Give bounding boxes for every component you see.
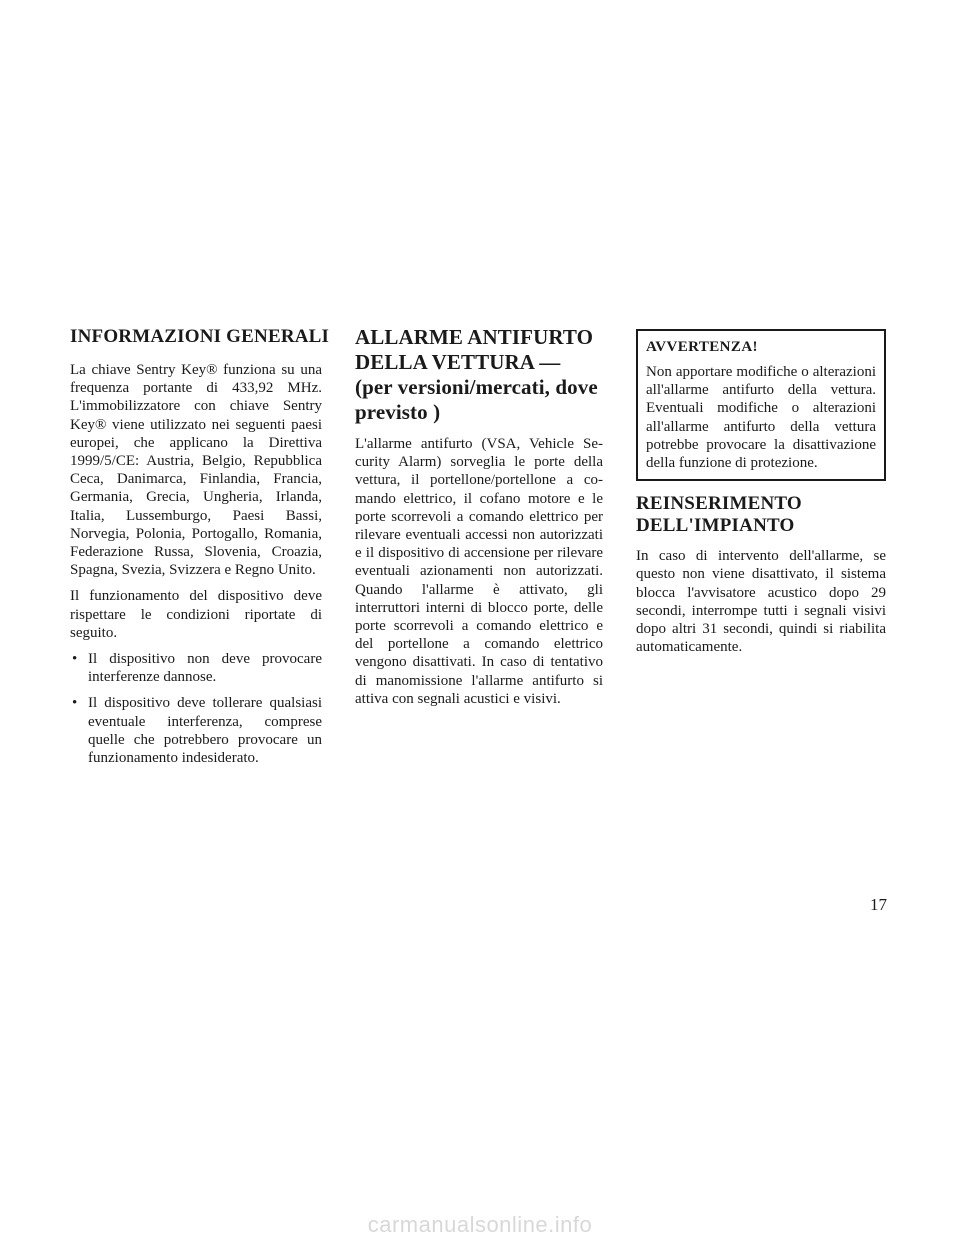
list-item — [70, 694, 322, 767]
paragraph-rearm-description: In caso di intervento dell'allarme, se questo non viene disattivato, il sistema blocca l'avvisatore acustico dopo 29 secondi, interrompe tutti i segnali visivi dopo altri 31 secondi, quindi si riabilita automaticamente. — [636, 548, 886, 656]
page-number: 17 — [870, 895, 887, 914]
section-heading-rearm: REINSERIMENTO DELL'IMPIANTO — [636, 493, 802, 537]
paragraph-device-conditions: Il funzionamento del dispositivo deve rispettare le condizioni riportate di seguito. — [70, 588, 322, 641]
paragraph-vsa-description: L'allarme antifurto (VSA, Vehicle Security Alarm) sorveglia le porte della vettura, il portellone/portellone a comando elettrico, il cofano motore e le porte scorrevoli a comando elettrico per rilevare eventuali accessi non autorizzati e il dispositivo di accensione per rilevare eventuali azionamenti non autorizzati. Quando l'allarme è attivato, gli interruttori interni di blocco porte, delle porte scorrevoli a comando elettrico e del portellone a comando elettrico vengono disattivati. In caso di tentativo di manomissione l'allarme antifurto si attiva con segnali acustici e visivi. — [355, 436, 603, 707]
column-general-info — [70, 325, 330, 775]
list-item — [70, 650, 322, 686]
list-item-text: Il dispositivo non deve provocare interferenze dannose. — [88, 651, 322, 686]
section-heading-vehicle-alarm: ALLARME ANTIFURTO DELLA VETTURA — (per versioni/mercati, dove previsto ) — [355, 325, 598, 424]
warning-title: AVVERTENZA! — [646, 339, 758, 355]
column-warning-rearm — [636, 329, 886, 664]
list-item-text: Il dispositivo deve tollerare qualsiasi eventuale interferenza, comprese quelle che potrebbero provocare un funzionamento indesiderato. — [88, 695, 322, 767]
watermark: carmanualsonline.info — [367, 1212, 593, 1237]
warning-text: Non apportare modifiche o alterazioni all'allarme antifurto della vettura. Eventuali modifiche o alterazioni all'allarme antifurto della vettura potrebbe provocare la disattivazione della funzione di protezione. — [646, 364, 876, 472]
paragraph-sentry-key-frequency: La chiave Sentry Key® funziona su una frequenza portante di 433,92 MHz. L'immobilizzatore con chiave Sentry Key® viene utilizzato nei seguenti paesi europei, che applicano la Direttiva 1999/5/CE: Austria, Belgio, Repubblica Ceca, Danimarca, Finlandia, Francia, Germania, Grecia, Ungheria, Irlanda, Italia, Lussemburgo, Paesi Bassi, Norvegia, Polonia, Portogallo, Romania, Federazione Russa, Slovenia, Croazia, Spagna, Svezia, Svizzera e Regno Unito. — [70, 362, 322, 579]
section-heading-general-info: INFORMAZIONI GENERALI — [70, 326, 330, 347]
warning-box — [636, 329, 886, 481]
bullet-icon: • — [72, 695, 78, 712]
column-vehicle-alarm — [355, 325, 603, 716]
bullet-icon: • — [72, 651, 78, 668]
conditions-list — [70, 650, 322, 767]
